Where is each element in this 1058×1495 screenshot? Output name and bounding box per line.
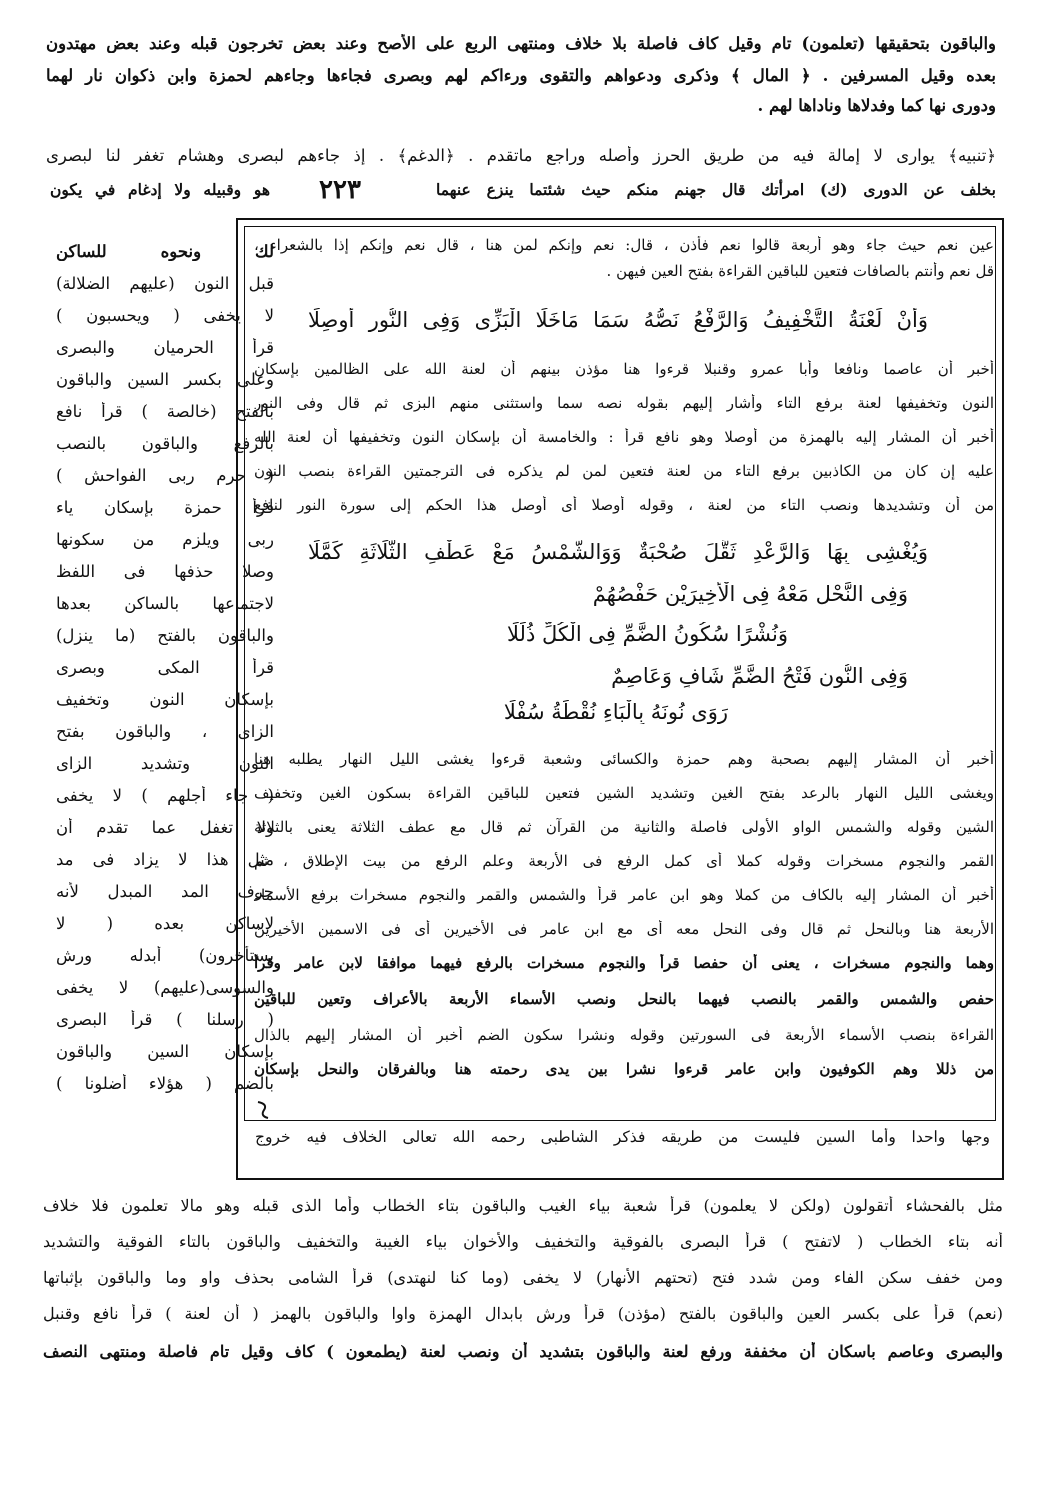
inner-bottom-line-6: الأربعة هنا وبالنحل ثم قال وفى النحل معه أى مع ابن عامر فى الأخيرين أى فى الاسمين الأخيرين bbox=[254, 920, 994, 938]
header-right-text: بخلف عن الدورى (ك) امرأتك قال جهنم منكم حيث شئتما ينزع عنهما bbox=[436, 180, 996, 199]
top-line-2: بعده وقيل المسرفين . ﴿ المال ﴾ وذكرى ودعواهم والتقوى ورءاكم لهم وبصرى فجاءها وجاءهم لحمزة وابن ذكوان نار لهما bbox=[46, 66, 996, 85]
verse-line-3: وَفِى النَّحْلِ مَعْهُ فِى الْأَخِيرَيْنِ حَفْصُهُمْ bbox=[592, 582, 908, 606]
side-line-1: لك ونحوه للساكن bbox=[56, 242, 274, 261]
page-number: ٢٢٣ bbox=[319, 175, 361, 205]
side-line-12: لاجتماعها بالساكن بعدها bbox=[56, 594, 274, 613]
top-line-1: والباقون بتحقيقها (تعلمون) تام وقيل كاف فاصلة بلا خلاف ومنتهى الربع على الأصح وعند بعض تخرجون قبله وعند بعض مهتدون bbox=[46, 34, 996, 53]
inner-mid-line-1: أخبر أن عاصما ونافعا وأبا عمرو وقنبلا قرءوا هنا مؤذن بينهم أن لعنة الله على الظالمين بإسكان bbox=[254, 360, 994, 378]
inner-mid-line-4: عليه إن كان من الكاذبين برفع التاء من لعنة فتعين لمن لم يذكره فى الترجمتين القراءة بنصب النون bbox=[254, 462, 994, 480]
inner-bottom-line-4: القمر والنجوم مسخرات وقوله كملا أى كمل الرفع فى الأربعة وعلم الرفع من بيت الإطلاق ، ثم bbox=[254, 852, 994, 870]
inner-bottom-line-5: أخبر أن المشار إليه بالكاف من كملا وهو ابن عامر قرأ والشمس والقمر والنجوم مسخرات برفع الأسماء bbox=[254, 886, 994, 904]
inner-bottom-line-9: القراءة بنصب الأسماء الأربعة فى السورتين وقوله ونشرا سكون الضم أخبر أن المشار إليهم بالذال bbox=[254, 1026, 994, 1044]
frame-footnote: وجها واحدا وأما السين فليست من طريقه فذكر الشاطبى رحمه الله تعالى الخلاف فيه خروج bbox=[255, 1128, 990, 1146]
inner-bottom-line-7: وهما والنجوم مسخرات ، يعنى أن حفصا قرأ والنجوم مسخرات بالرفع فيهما موافقا لابن عامر وقرأ bbox=[254, 954, 994, 972]
inner-bottom-line-1: أخبر أن المشار إليهم بصحبة وهم حمزة والكسائى وشعبة قرءوا يغشى الليل النهار يطلبه هنا bbox=[254, 750, 994, 768]
side-line-18: ( جاء أجلهم ) لا يخفى bbox=[56, 786, 274, 805]
bottom-line-5: والبصرى وعاصم باسكان أن مخففة ورفع لعنة والباقون بتشديد أن ونصب لعنة (يطمعون ) كاف وقيل تام فاصلة ومنتهى النصف bbox=[43, 1342, 1003, 1361]
inner-bottom-line-10: من ذللا وهم الكوفيون وابن عامر قرءوا نشرا بين يدى رحمته هنا وبالفرقان والنحل بإسكان bbox=[254, 1060, 994, 1078]
verse-line-6: رَوَى نُونَهُ بِالْبَاءِ نُقْطَةُ سُفْلَا bbox=[503, 700, 728, 724]
side-line-16: الزاى ، والباقون بفتح bbox=[56, 722, 274, 741]
verse-line-2: وَيُغْشِى بِهَا وَالرَّعْدِ ثَقَّلَ صُحْبَةٌ وَوَالشَّمْسُ مَعْ عَطْفِ الثَّلَاثَةِ كَمَّلَا bbox=[308, 540, 928, 564]
bottom-line-1: مثل بالفحشاء أتقولون (ولكن لا يعلمون) قرأ شعبة بياء الغيب والباقون بتاء الخطاب وأما الذى قبله وهو مالا تعلمون فلا خلاف bbox=[43, 1196, 1003, 1215]
side-line-26: بإسكان السين والباقون bbox=[56, 1042, 274, 1061]
side-line-11: وصلا حذفها فى اللفظ bbox=[56, 562, 274, 581]
bottom-line-3: ومن خفف سكن الفاء ومن شدد فتح (تحتهم الأنهار) لا يخفى (وما كنا لنهتدى) قرأ الشامى بحذف واو وما والباقون بإثباتها bbox=[43, 1268, 1003, 1287]
side-line-24: والسوسى(عليهم) لا يخفى bbox=[56, 978, 274, 997]
verse-line-5: وَفِى النُّونِ فَتْحُ الضَّمِّ شَافٍ وَعَاصِمٌ bbox=[611, 664, 908, 688]
side-line-19: ولا تغفل عما تقدم أن bbox=[56, 818, 274, 837]
side-line-23: يستأخرون) أبدله ورش bbox=[56, 946, 274, 965]
margin-mark-icon bbox=[254, 1098, 272, 1127]
side-line-7: بالرفع والباقون بالنصب bbox=[56, 434, 274, 453]
inner-mid-line-2: النون وتخفيفها لعنة برفع التاء وأشار إليهم بقوله نصه سما واستثنى منهم البزى ثم قال وفى النور bbox=[254, 394, 994, 412]
side-line-17: النون وتشديد الزاى bbox=[56, 754, 274, 773]
top-line-4: ﴿تنبيه﴾ يوارى لا إمالة فيه من طريق الحرز وأصله وراجع ماتقدم . ﴿الدغم﴾ . إذ جاءهم لبصرى وهشام تغفر لنا لبصرى bbox=[46, 146, 996, 165]
inner-top-line-2: قل نعم وأنتم بالصافات فتعين للباقين القراءة بفتح العين فيهن . bbox=[606, 262, 994, 280]
side-line-20: مثل هذا لا يزاد فى مد bbox=[56, 850, 274, 869]
inner-bottom-line-8: حفص والشمس والقمر بالنصب فيهما بالنحل ونصب الأسماء الأربعة بالأعراف وتعين للباقين bbox=[254, 990, 994, 1008]
side-line-8: ( حرم ربى الفواحش ) bbox=[56, 466, 274, 485]
bottom-line-4: (نعم) قرأ على بكسر العين والباقون بالفتح (مؤذن) قرأ ورش بابدال الهمزة واوا والباقون بالهمز ( أن لعنة ) قرأ نافع وقنبل bbox=[43, 1304, 1003, 1323]
side-line-2: قبل النون (عليهم الضلالة) bbox=[56, 274, 274, 293]
inner-bottom-line-3: الشين وقوله والشمس الواو الأولى فاصلة والثانية من القرآن ثم قال مع عطف الثلاثة يعنى بالثلاثة bbox=[254, 818, 994, 836]
side-line-3: لا يخفى ( ويحسبون ) bbox=[56, 306, 274, 325]
side-line-13: والباقون بالفتح (ما ينزل) bbox=[56, 626, 274, 645]
bottom-line-2: أنه بتاء الخطاب ( لاتفتح ) قرأ البصرى بالفوقية والتخفيف والأخوان بياء الغيبة والتخفيف والباقون بالتاء الفوقية والتشديد bbox=[43, 1232, 1003, 1251]
inner-bottom-line-2: ويغشى الليل النهار بالرعد بفتح الغين وتشديد الشين فتعين للباقين القراءة بسكون الغين وتخفيف bbox=[254, 784, 994, 802]
side-line-25: ( رسلنا ) قرأ البصرى bbox=[56, 1010, 274, 1029]
side-line-4: قرأ الحرميان والبصرى bbox=[56, 338, 274, 357]
top-line-3: ودورى نها كما وفدلاها وناداها لهم . bbox=[757, 96, 996, 115]
side-line-5: وعلى بكسر السين والباقون bbox=[56, 370, 274, 389]
inner-mid-line-5: من أن وتشديدها ونصب التاء من لعنة ، وقوله أوصلا أى أوصل هذا الحكم إلى سورة النور لنافع bbox=[254, 496, 994, 514]
side-line-9: قرأ حمزة بإسكان ياء bbox=[56, 498, 274, 517]
side-line-6: بالفتح (خالصة ) قرأ نافع bbox=[56, 402, 274, 421]
header-left-text: هو وقبيله ولا إدغام في يكون bbox=[50, 180, 270, 199]
side-line-21: حرف المد المبدل لأنه bbox=[56, 882, 274, 901]
verse-line-4: وَنُشْرًا سُكُونُ الضَّمِّ فِى الْكُلِّ ذُلِّلَا bbox=[507, 622, 788, 646]
verse-line-1: وَأَنْ لَعْنَةُ التَّخْفِيفُ وَالرَّفْعُ نَصُّهُ سَمَا مَاخَلَا الْبَزِّى وَفِى النُّورِ أُوصِلَا bbox=[308, 308, 928, 332]
side-line-15: بإسكان النون وتخفيف bbox=[56, 690, 274, 709]
side-line-27: بالضم ( هؤلاء أضلونا ) bbox=[56, 1074, 274, 1093]
side-line-10: ربى ويلزم من سكونها bbox=[56, 530, 274, 549]
inner-mid-line-3: أخبر أن المشار إليه بالهمزة من أوصلا وهو نافع قرأ : والخامسة أن بإسكان النون وتخفيفها أن لعنة الله bbox=[254, 428, 994, 446]
side-line-22: لاساكن بعده ( لا bbox=[56, 914, 274, 933]
side-line-14: قرأ المكى وبصرى bbox=[56, 658, 274, 677]
inner-top-line-1: عين نعم حيث جاء وهو أربعة قالوا نعم فأذن ، قال: نعم وإنكم لمن هنا ، قال نعم وإنكم إذا بالشعراء ، bbox=[254, 236, 994, 254]
